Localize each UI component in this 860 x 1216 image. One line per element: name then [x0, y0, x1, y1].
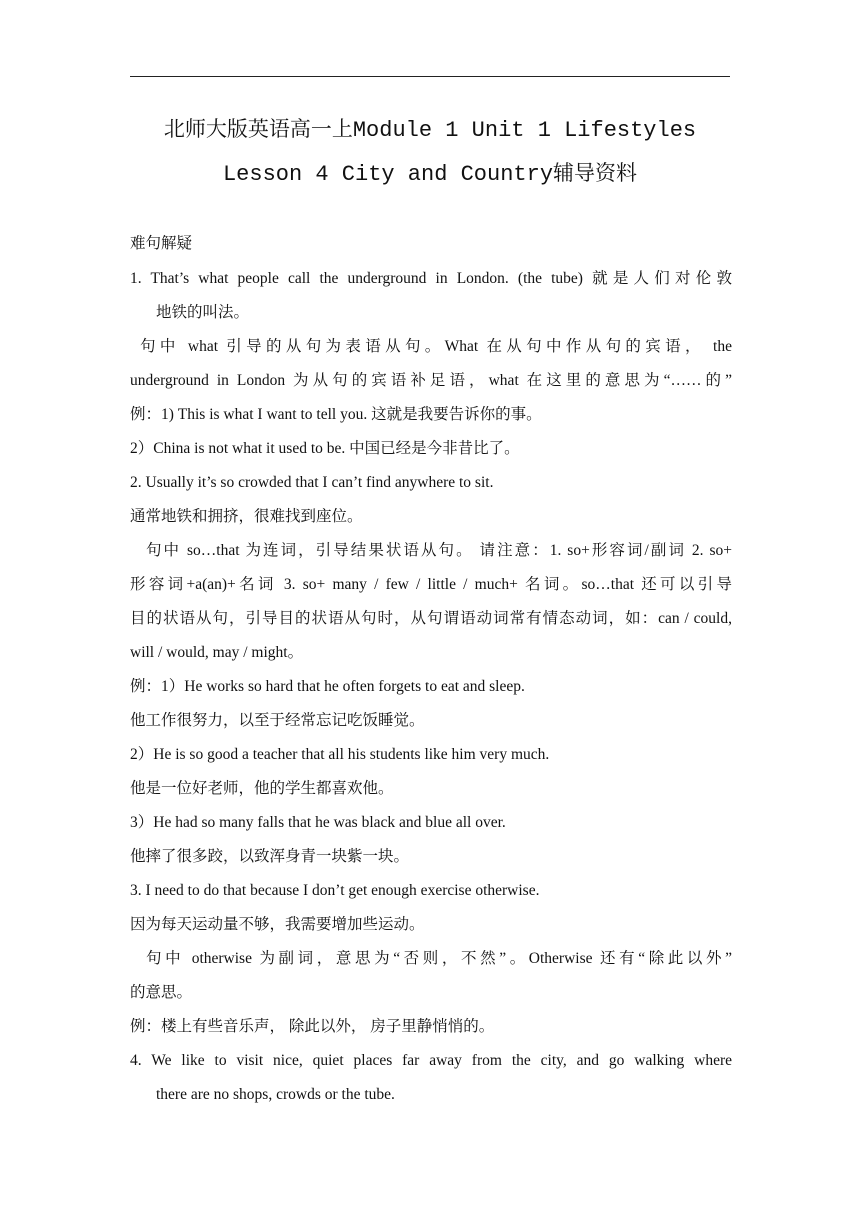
example-2-2-translation: 他是一位好老师，他的学生都喜欢他。 — [130, 780, 394, 797]
title-line-2 — [100, 157, 760, 187]
example-2-1: 例：1）He works so hard that he often forgets to eat and sleep. — [130, 678, 525, 695]
subtitle-cn-part: 辅导资料 — [553, 161, 638, 185]
explanation-1-line-2: underground in London 为从句的宾语补足语，what 在这里的意思为“……的” — [130, 372, 732, 389]
item-4-line-2: there are no shops, crowds or the tube. — [156, 1086, 395, 1103]
item-2-translation: 通常地铁和拥挤，很难找到座位。 — [130, 508, 363, 525]
item-2-line-1: 2. Usually it’s so crowded that I can’t find anywhere to sit. — [130, 474, 494, 491]
example-1-1: 例：1) This is what I want to tell you. 这就是我要告诉你的事。 — [130, 406, 542, 423]
item-1-line-2: 地铁的叫法。 — [156, 304, 250, 321]
example-3-1: 例：楼上有些音乐声， 除此以外， 房子里静悄悄的。 — [130, 1018, 495, 1035]
example-2-1-translation: 他工作很努力，以至于经常忘记吃饭睡觉。 — [130, 712, 425, 729]
example-2-2: 2）He is so good a teacher that all his students like him very much. — [130, 746, 550, 763]
header-rule — [130, 76, 730, 77]
example-2-3: 3）He had so many falls that he was black and blue all over. — [130, 814, 506, 831]
item-4-line-1: 4. We like to visit nice, quiet places far away from the city, and go walking where — [130, 1052, 732, 1069]
explanation-3-line-1: 句中 otherwise 为副词，意思为“否则，不然”。Otherwise 还有“除此以外” — [146, 950, 732, 967]
subtitle-en-part: Lesson 4 City and Country — [222, 162, 554, 187]
item-3-translation: 因为每天运动量不够，我需要增加些运动。 — [130, 916, 425, 933]
item-1-line-1: 1. That’s what people call the underground in London. (the tube) 就是人们对伦敦 — [130, 270, 732, 287]
explanation-3-line-2: 的意思。 — [130, 984, 193, 1001]
title-line-1 — [100, 113, 760, 143]
example-1-2: 2）China is not what it used to be. 中国已经是今非昔比了。 — [130, 440, 520, 457]
explanation-2-line-1: 句中 so…that 为连词，引导结果状语从句。 请注意：1. so+形容词/副词 2. so+ — [146, 542, 732, 559]
section-heading: 难句解疑 — [130, 235, 193, 252]
explanation-1-line-1: 句中 what 引导的从句为表语从句。What 在从句中作从句的宾语， the — [140, 338, 732, 355]
title-cn-part: 北师大版英语高一上 — [163, 117, 353, 141]
explanation-2-line-4: will / would, may / might。 — [130, 644, 304, 661]
example-2-3-translation: 他摔了很多跤，以致浑身青一块紫一块。 — [130, 848, 410, 865]
explanation-2-line-2: 形容词+a(an)+名词 3. so+ many / few / little / much+ 名词。so…that 还可以引导 — [130, 576, 732, 593]
item-3-line-1: 3. I need to do that because I don’t get enough exercise otherwise. — [130, 882, 540, 899]
title-en-part: Module 1 Unit 1 Lifestyles — [352, 118, 697, 143]
explanation-2-line-3: 目的状语从句，引导目的状语从句时，从句谓语动词常有情态动词，如：can / could, — [130, 610, 732, 627]
